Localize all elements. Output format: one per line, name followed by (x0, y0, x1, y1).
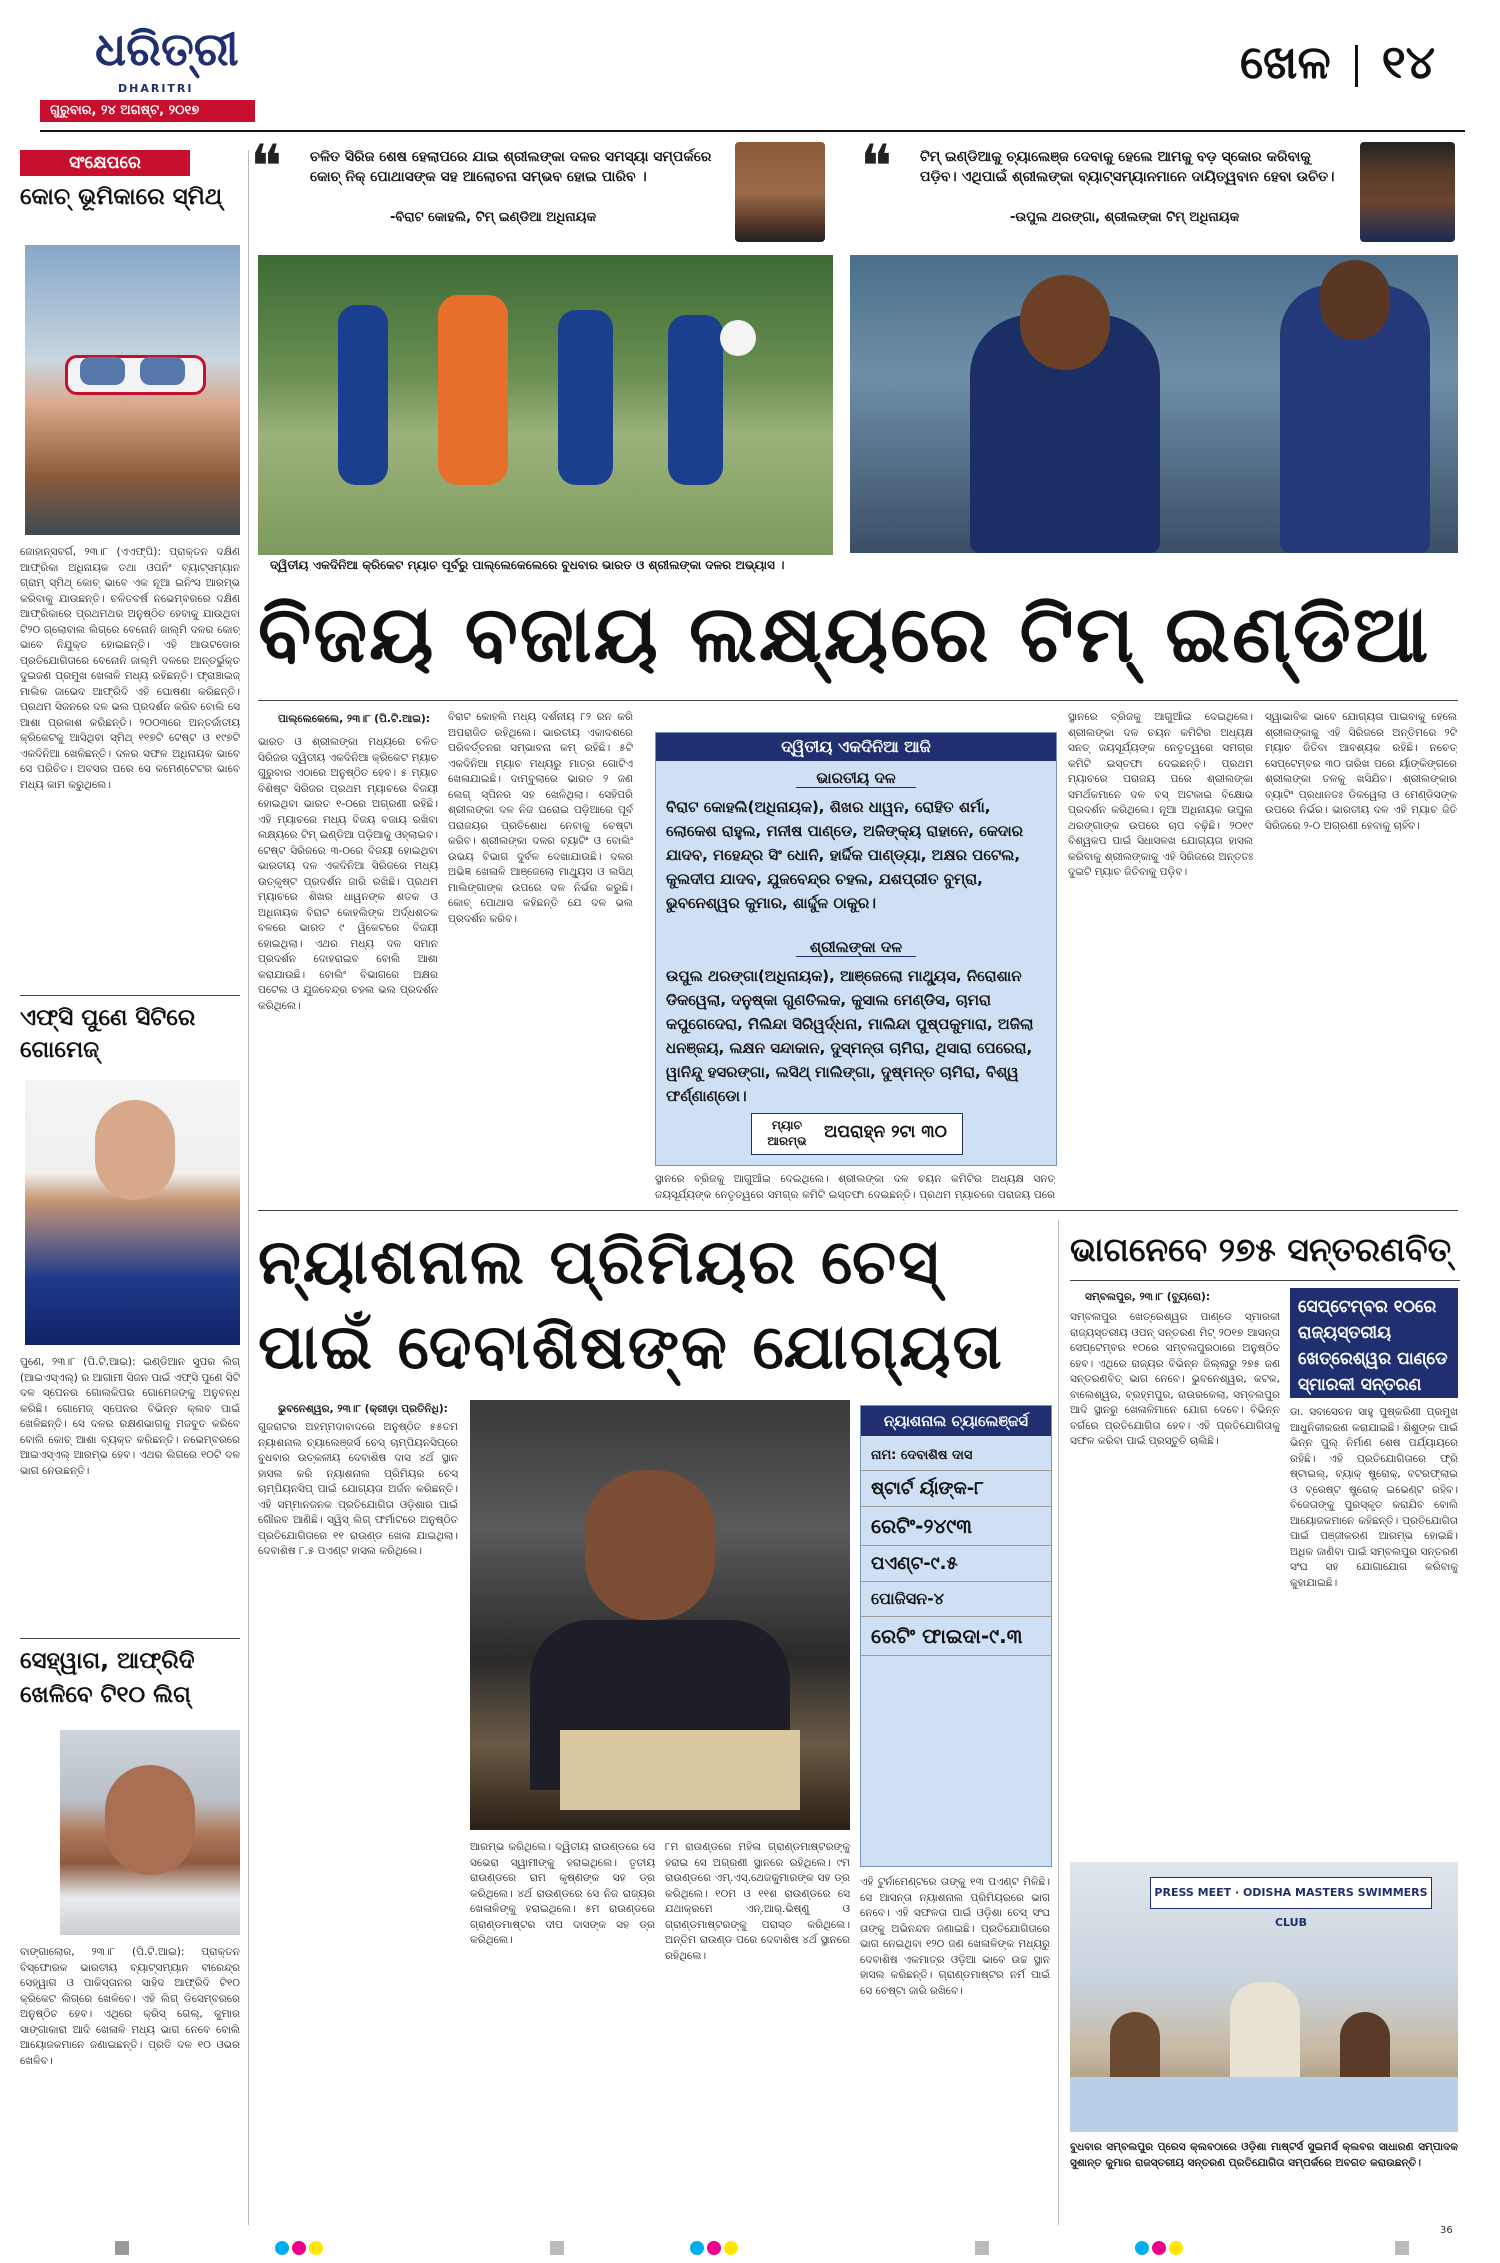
match-label: ମ୍ୟାଚ ଆରମ୍ଭ (767, 1118, 807, 1148)
registration-mark (292, 2241, 306, 2255)
press-meet-photo (1070, 1862, 1458, 2132)
story1-rule (258, 700, 1458, 701)
story3-highlight: ସେପ୍ଟେମ୍ବର ୧୦ରେ ରାଜ୍ୟସ୍ତରୀୟ ଖେତ୍ରେଶ୍ୱର ପାଣ୍ଡେ ସ୍ମାରକୀ ସନ୍ତରଣ (1290, 1288, 1458, 1398)
registration-mark (975, 2241, 989, 2255)
chess-box-rows (861, 1441, 1051, 1656)
quote-2-attribution: -ଉପୁଲ ଥରଙ୍ଗା, ଶ୍ରୀଲଙ୍କା ଟିମ୍ ଅଧିନାୟକ (1010, 210, 1240, 225)
story2-dateline: ଭୁବନେଶ୍ୱର, ୨୩।୮ (କ୍ରୀଡ଼ା ପ୍ରତିନିଧି): (278, 1403, 448, 1415)
chess-row-points: ପଏଣ୍ଟ-୯.୫ (861, 1546, 1051, 1582)
sri-lanka-practice-photo (850, 255, 1458, 553)
story1-body-continued: ସ୍ଥାନରେ ବ୍ରିଜକୁ ଆଗୁଆଁଇ ଦେଇଥିଲେ। ଶ୍ରୀଲଙ୍କା ଦଳ ଚୟନ କମିଟିର ଅଧ୍ୟକ୍ଷ ସନତ୍ ଜୟସୂର୍ଯ୍ୟଙ୍କ ନେତୃତ୍ୱରେ ସମଗ୍ର କମିଟି ଇସ୍ତଫା ଦେଇଛନ୍ତି। ପ୍ରଥମ ମ୍ୟାଚରେ ପରାଜୟ ପରେ (655, 1173, 1055, 1201)
quote-open-icon: ❝ (860, 132, 893, 202)
sidebar (20, 150, 245, 2225)
gomez-photo (25, 1080, 240, 1345)
sl-squad: ଉପୁଲ ଥରଙ୍ଗା(ଅଧିନାୟକ), ଆଞ୍ଜେଲୋ ମାଥ୍ୟୁସ, ନିରୋଶାନ ଡିକୱେଲା, ଦନୁଷ୍କା ଗୁଣତିଲକ, କୁସାଲ ମେଣ୍ଡିସ, ଚାମରା କପୁଗେଦେରା, ମିଲିନ୍ଦା ସିରିୱର୍ଦ୍ଧନା, ମାଲିନ୍ଦା ପୁଷ୍ପକୁମାରା, ଅଜିଲା ଧନଞ୍ଜୟ, ଲକ୍ଷନ ସନ୍ଦାକାନ, ଦୁସ୍ମନ୍ତା ଚାମିରା, ଥିସାରା ପେରେରା, ୱାନିନ୍ଦୁ ହସରଙ୍ଗା, ଲସିଥ୍ ମାଲିଙ୍ଗା, ଦୁଷ୍ମନ୍ତ ଚାମିରା, ବିଶ୍ୱ ଫର୍ଣ୍ଣାଣ୍ଡୋ। (666, 967, 1034, 1105)
sidebar-item-title-2: ଏଫ୍ସି ପୁଣେ ସିଟିରେ ଗୋମେଜ୍ (20, 1005, 196, 1063)
masthead (0, 0, 1500, 140)
quote-open-icon: ❝ (250, 132, 283, 202)
sehwag-photo (60, 1730, 240, 1935)
story1-bottom-rule (258, 1210, 1458, 1211)
india-squad: ବିରାଟ କୋହଲି(ଅଧିନାୟକ), ଶିଖର ଧାୱନ, ରୋହିତ ଶର୍ମା, ଲୋକେଶ ରାହୁଲ, ମନୀଷ ପାଣ୍ଡେ, ଅଜିଙ୍କ୍ୟ ରାହାନେ, କେଦାର ଯାଦବ, ମହେନ୍ଦ୍ର ସିଂ ଧୋନି, ହାର୍ଦ୍ଦିକ ପାଣ୍ଡ୍ୟା, ଅକ୍ଷର ପଟେଲ, କୁଲଦୀପ ଯାଦବ, ଯୁଜବେନ୍ଦ୍ର ଚହଲ, ଯଶପ୍ରୀତ ବୁମ୍ରା, ଭୁବନେଶ୍ୱର କୁମାର, ଶାର୍ଦ୍ଦୁଳ ଠାକୁର। (666, 798, 1023, 912)
registration-mark (1135, 2241, 1149, 2255)
story2-body-1: ଗୁଜରାଟର ଅହମ୍ମଦାବାଦରେ ଅନୁଷ୍ଠିତ ୫୫ତମ ନ୍ୟାଶନାଲ ଚ୍ୟାଲେଞ୍ଜର୍ସ ଚେସ୍ ଚାମ୍ପିୟନସିପ୍ରେ ବୁଧବାର ଉତ୍କଳୀୟ ଦେବାଶିଷ ଦାସ ୪ର୍ଥ ସ୍ଥାନ ହାସଲ କରି ନ୍ୟାଶନାଲ ପ୍ରିମିୟର ଚେସ୍ ଚାମ୍ପିୟନସିପ୍ ପାଇଁ ଯୋଗ୍ୟତା ଅର୍ଜନ କରିଛନ୍ତି। ଏହି ସମ୍ମାନଜନକ ପ୍ରତିଯୋଗିତା ଓଡ଼ିଶାର ପାଇଁ ଗୌରବ ଆଣିଛି। ସ୍ୱିସ୍ ଲିଗ୍ ଫର୍ମାଟରେ ଅନୁଷ୍ଠିତ ପ୍ରତିଯୋଗିତାରେ ୧୧ ରାଉଣ୍ଡ ଖେଳା ଯାଇଥିଲା। ଦେବାଶିଷ ୮.୫ ପଏଣ୍ଟ ହାସଲ କରିଥିଲେ। (258, 1421, 458, 1557)
logo: ଧରିତ୍ରୀ (95, 22, 239, 76)
sidebar-divider-2 (20, 1638, 240, 1639)
story3-rule (1070, 1280, 1460, 1281)
squad-box-title: ଦ୍ୱିତୀୟ ଏକଦିନିଆ ଆଜି (656, 733, 1056, 761)
match-time: ଅପରାହ୍ନ ୨ଟା ୩୦ (824, 1122, 947, 1142)
registration-mark (550, 2241, 564, 2255)
chess-box (860, 1405, 1052, 1867)
footer-page-number: 36 (1440, 2225, 1453, 2236)
section-name: ଖେଳ (1240, 35, 1331, 89)
story1-body-below-box (655, 1172, 1055, 1204)
story1-body-2: ବିରାଟ କୋହଲି ମଧ୍ୟ ଦର୍ଶନୀୟ ୮୨ ରନ କରି ଅପରାଜିତ ରହିଥିଲେ। ଭାରତୀୟ ଏକାଦଶରେ ପରିବର୍ତ୍ତନର ସମ୍ଭାବନା କମ୍ ରହିଛି। ୫ଟି ଏକଦିନିଆ ମ୍ୟାଚ ମଧ୍ୟରୁ ମାତ୍ର ଗୋଟିଏ ଖେଳାଯାଇଛି। ଦାମ୍ବୁଲାରେ ଭାରତ ୨ ଜଣ ଲେଗ୍ ସ୍ପିନର ସହ ଖେଳିଥିଲା। ସେହିପରି ଶ୍ରୀଲଙ୍କା ଦଳ ନିଜ ଘରୋଇ ପଡ଼ିଆରେ ପୂର୍ବ ପରାଜୟର ପ୍ରତିଶୋଧ ନେବାକୁ ଚେଷ୍ଟା କରିବ। ଶ୍ରୀଲଙ୍କା ଦଳର ବ୍ୟାଟିଂ ଓ ବୋଲିଂ ଉଭୟ ବିଭାଗ ଦୁର୍ବଳ ଦେଖାଯାଉଛି। ଦଳର ଅଭିଜ୍ଞ ଖେଳାଳି ଆଞ୍ଜେଲୋ ମାଥ୍ୟୁସ ଓ ଲସିଥ୍ ମାଲିଙ୍ଗାଙ୍କ ଉପରେ ଦଳ ନିର୍ଭର କରୁଛି। କୋଚ୍ ପୋଥାସ କହିଛନ୍ତି ଯେ ଦଳ ଭଲ ପ୍ରଦର୍ଶନ କରିବ। (448, 711, 633, 925)
story3-body-1: ସମ୍ବଲପୁର ଖେତ୍ରେଶ୍ୱର ପାଣ୍ଡେ ସ୍ମାରକୀ ରାଜ୍ୟସ୍ତରୀୟ ଓପନ୍ ସନ୍ତରଣ ମିଟ୍ ୨୦୧୭ ଆସନ୍ତା ସେପ୍ଟେମ୍ବର ୧୦ରେ ସମ୍ବଲପୁରଠାରେ ଅନୁଷ୍ଠିତ ହେବ। ଏଥିରେ ରାଜ୍ୟର ବିଭିନ୍ନ ଜିଲ୍ଲାରୁ ୨୭୫ ଜଣ ସନ୍ତରଣବିତ୍ ଭାଗ ନେବେ। ଭୁବନେଶ୍ୱର, କଟକ, ବାଲେଶ୍ୱର, ବ୍ରହ୍ମପୁର, ରାଉରକେଲା, ସମ୍ବଲପୁର ଆଦି ସ୍ଥାନରୁ ଖେଳାଳିମାନେ ଯୋଗ ଦେବେ। ବିଭିନ୍ନ ବର୍ଗରେ ପ୍ରତିଯୋଗିତା ହେବ। ଏହି ପ୍ରତିଯୋଗିତାକୁ ସଫଳ କରିବା ପାଇଁ ପ୍ରସ୍ତୁତି ଚାଲିଛି। (1070, 1311, 1280, 1447)
story1-dateline: ପାଲ୍ଲେକେଲେ, ୨୩।୮ (ପି.ଟି.ଆଇ): (278, 713, 430, 725)
match-time-box (751, 1113, 963, 1155)
banner-sign: PRESS MEET · ODISHA MASTERS SWIMMERS CLUB (1150, 1877, 1432, 1909)
story3-photo-caption: ବୁଧବାର ସମ୍ବଲପୁର ପ୍ରେସ କ୍ଲବଠାରେ ଓଡ଼ିଶା ମାଷ୍ଟର୍ସ ସୁଇମର୍ସ କ୍ଲବର ସାଧାରଣ ସମ୍ପାଦକ ସୁଶାନ୍ତ କୁମାର ରାଜସ୍ତରୀୟ ସନ୍ତରଣ ପ୍ରତିଯୋଗିତା ସମ୍ପର୍କରେ ଅବଗତ କରାଉଛନ୍ତି। (1070, 2141, 1458, 2169)
squad-box (655, 732, 1057, 1166)
story2-headline-line1: ନ୍ୟାଶନାଲ ପ୍ରିମିୟର ଚେସ୍ (258, 1225, 941, 1298)
sl-squad-label: ଶ୍ରୀଲଙ୍କା ଦଳ (796, 938, 916, 957)
story1-body-3: ସ୍ଥାନରେ ବ୍ରିଜକୁ ଆଗୁଆଁଇ ଦେଇଥିଲେ। ଶ୍ରୀଲଙ୍କା ଦଳ ଚୟନ କମିଟିର ଅଧ୍ୟକ୍ଷ ସନତ୍ ଜୟସୂର୍ଯ୍ୟଙ୍କ ନେତୃତ୍ୱରେ ସମଗ୍ର କମିଟି ଇସ୍ତଫା ଦେଇଛନ୍ତି। ପ୍ରଥମ ମ୍ୟାଚରେ ପରାଜୟ ପରେ ଶ୍ରୀଲଙ୍କା ସମର୍ଥକମାନେ ଦଳ ବସ୍ ଅଟକାଇ ବିକ୍ଷୋଭ ପ୍ରଦର୍ଶନ କରିଥିଲେ। ନୂଆ ଅଧିନାୟକ ଉପୁଲ ଥରଙ୍ଗାଙ୍କ ଉପରେ ଚାପ ବଢ଼ିଛି। ୨୦୧୯ ବିଶ୍ୱକପ ପାଇଁ ସିଧାସଳଖ ଯୋଗ୍ୟତା ହାସଲ କରିବାକୁ ଶ୍ରୀଲଙ୍କାକୁ ଏହି ସିରିଜରେ ଅନ୍ତତଃ ଦୁଇଟି ମ୍ୟାଚ ଜିତିବାକୁ ପଡ଼ିବ। (1068, 711, 1253, 878)
sidebar-rule (248, 150, 249, 2225)
sidebar-divider-1 (20, 995, 240, 996)
registration-mark (115, 2241, 129, 2255)
registration-mark (1152, 2241, 1166, 2255)
registration-mark (1395, 2241, 1409, 2255)
tharanga-photo (1360, 142, 1455, 242)
date-line: ଗୁରୁବାର, ୨୪ ଅଗଷ୍ଟ, ୨୦୧୭ (40, 100, 255, 122)
kohli-photo (735, 142, 825, 242)
story2-body-3: ୮ମ ରାଉଣ୍ଡରେ ମହିଳା ଗ୍ରାଣ୍ଡମାଷ୍ଟରଙ୍କୁ ହରାଇ ସେ ଅଗ୍ରଣୀ ସ୍ଥାନରେ ରହିଥିଲେ। ୯ମ ରାଉଣ୍ଡରେ ଏମ୍.ଏସ୍.ଥେଜକୁମାରଙ୍କ ସହ ଡ୍ର କରିଥିଲେ। ୧୦ମ ଓ ୧୧ଶ ରାଉଣ୍ଡରେ ସେ ଯଥାକ୍ରମେ ଏନ୍.ଆର୍.ଭିଷ୍ଣୁ ଓ ଗ୍ରାଣ୍ଡମାଷ୍ଟରଙ୍କୁ ପରାସ୍ତ କରିଥିଲେ। ଅନ୍ତିମ ରାଉଣ୍ଡ ପରେ ଦେବାଶିଷ ୪ର୍ଥ ସ୍ଥାନରେ ରହିଥିଲେ। (665, 1841, 850, 1962)
smith-photo (25, 245, 240, 535)
registration-mark (1169, 2241, 1183, 2255)
registration-mark (690, 2241, 704, 2255)
india-practice-photo (258, 255, 833, 555)
story2-body-4: ଏହି ଟୁର୍ନାମେଣ୍ଟରେ ତାଙ୍କୁ ୧୩ ପଏଣ୍ଟ ମିଳିଛି। ସେ ଆସନ୍ତା ନ୍ୟାଶନାଲ ପ୍ରିମିୟରରେ ଭାଗ ନେବେ। ଏହି ସଫଳତା ପାଇଁ ଓଡ଼ିଶା ଚେସ୍ ସଂଘ ତାଙ୍କୁ ଅଭିନନ୍ଦନ ଜଣାଇଛି। ପ୍ରତିଯୋଗିତାରେ ଭାଗ ନେଇଥିବା ୧୨୦ ଜଣ ଖେଳାଳିଙ୍କ ମଧ୍ୟରୁ ଦେବାଶିଷ ଏକମାତ୍ର ଓଡ଼ିଆ ଭାବେ ଉଚ୍ଚ ସ୍ଥାନ ହାସଲ କରିଛନ୍ତି। ଗ୍ରାଣ୍ଡମାଷ୍ଟର ନର୍ମ ପାଇଁ ସେ ଚେଷ୍ଟା ଜାରି ରଖିବେ। (860, 1876, 1050, 1997)
quote-1-text: ଚଳିତ ସିରିଜ ଶେଷ ହେଲାପରେ ଯାଇ ଶ୍ରୀଲଙ୍କା ଦଳର ସମସ୍ୟା ସମ୍ପର୍କରେ କୋଚ୍ ନିକ୍ ପୋଥାସଙ୍କ ସହ ଆଲୋଚନା ସମ୍ଭବ ହୋଇ ପାରିବ । (310, 149, 712, 185)
quote-1 (250, 132, 825, 242)
registration-mark (724, 2241, 738, 2255)
photo-caption-main: ଦ୍ୱିତୀୟ ଏକଦିନିଆ କ୍ରିକେଟ ମ୍ୟାଚ ପୂର୍ବରୁ ପାଲ୍ଲେକେଲେରେ ବୁଧବାର ଭାରତ ଓ ଶ୍ରୀଲଙ୍କା ଦଳର ଅଭ୍ୟାସ । (270, 558, 785, 572)
quote-2 (860, 132, 1455, 242)
india-squad-label: ଭାରତୀୟ ଦଳ (796, 769, 916, 788)
chess-row-rank: ଷ୍ଟାର୍ଟ ର୍ୟାଙ୍କ-୮ (861, 1471, 1051, 1507)
sidebar-item-text-3: ବାଙ୍ଗାଲୋର, ୨୩।୮ (ପି.ଟି.ଆଇ): ପ୍ରାକ୍ତନ ବିସ୍ଫୋରକ ଭାରତୀୟ ବ୍ୟାଟ୍ସମ୍ୟାନ ବୀରେନ୍ଦ୍ର ସେହ୍ୱାଗ ଓ ପାକିସ୍ତାନର ସାହିଦ ଆଫ୍ରିଦି ଟି୧୦ କ୍ରିକେଟ ଲିଗ୍ରେ ଖେଳିବେ। ଏହି ଲିଗ୍ ଡିସେମ୍ବରରେ ଅନୁଷ୍ଠିତ ହେବ। ଏଥିରେ କ୍ରିସ୍ ଗେଲ୍, କୁମାର ସାଙ୍ଗାକାରା ଆଦି ଖେଳାଳି ମଧ୍ୟ ଭାଗ ନେବେ ବୋଲି ଆୟୋଜକମାନେ ଜଣାଇଛନ୍ତି। ପ୍ରତି ଦଳ ୧୦ ଓଭର ଖେଳିବ। (20, 1946, 240, 2067)
chess-row-name: ନାମ: ଦେବାଶିଷ ଦାସ (861, 1441, 1051, 1471)
registration-mark (275, 2241, 289, 2255)
page-number: ୧୪ (1381, 35, 1436, 89)
registration-mark (707, 2241, 721, 2255)
story3-dateline: ସମ୍ବଲପୁର, ୨୩।୮ (ବ୍ୟୁରୋ): (1085, 1291, 1211, 1303)
story1-headline: ବିଜୟ ବଜାୟ ଲକ୍ଷ୍ୟରେ ଟିମ୍ ଇଣ୍ଡିଆ (258, 590, 1431, 680)
story3-body-2: ଡା. ସବାସେଚନ ସାହୁ ପୁଷ୍କରିଣୀ ପ୍ରମୁଖ ଆଧୁନିକୀକରଣ କରାଯାଇଛି। ଶିଶୁଙ୍କ ପାଇଁ ଭିନ୍ନ ପୁଲ୍ ନିର୍ମାଣ ଶେଷ ପର୍ଯ୍ୟାୟରେ ରହିଛି। ଏହି ପ୍ରତିଯୋଗିତାରେ ଫ୍ରି ଷ୍ଟାଇଲ୍, ବ୍ୟାକ୍ ଷ୍ଟ୍ରୋକ୍, ବଟରଫ୍ଲାଇ ଓ ବ୍ରେଷ୍ଟ ଷ୍ଟ୍ରୋକ୍ ଇଭେଣ୍ଟ ରହିବ। ବିଜେତାଙ୍କୁ ପୁରସ୍କୃତ କରାଯିବ ବୋଲି ଆୟୋଜକମାନେ କହିଛନ୍ତି। ପ୍ରତିଯୋଗିତା ପାଇଁ ପଞ୍ଜୀକରଣ ଆରମ୍ଭ ହୋଇଛି। ଅଧିକ ଜାଣିବା ପାଇଁ ସମ୍ବଲପୁର ସନ୍ତରଣ ସଂଘ ସହ ଯୋଗାଯୋଗ କରିବାକୁ କୁହାଯାଇଛି। (1290, 1406, 1458, 1589)
story2-rule (1058, 1220, 1059, 2225)
quote-1-attribution: -ବିରାଟ କୋହଲି, ଟିମ୍ ଇଣ୍ଡିଆ ଅଧିନାୟକ (390, 210, 597, 225)
section-title (1240, 35, 1435, 91)
story2-headline-line2: ପାଇଁ ଦେବାଶିଷଙ୍କ ଯୋଗ୍ୟତା (258, 1310, 1004, 1383)
sidebar-item-text-2: ପୁଣେ, ୨୩।୮ (ପି.ଟି.ଆଇ): ଇଣ୍ଡିଆନ ସୁପର ଲିଗ୍ (ଆଇଏସ୍ଏଲ୍) ର ଆଗାମୀ ସିଜନ ପାଇଁ ଏଫ୍ସି ପୁଣେ ସିଟି ଦଳ ସ୍ପେନର ଗୋଲକିପର ଗୋମେଜଙ୍କୁ ଅନୁବନ୍ଧ କରିଛି। ଗୋମେଜ୍ ସ୍ପେନର ବିଭିନ୍ନ କ୍ଲବ ପାଇଁ ଖେଳିଛନ୍ତି। ସେ ଦଳର ରକ୍ଷଣଭାଗକୁ ମଜବୁତ କରିବେ ବୋଲି କୋଚ୍ ଆଶା ବ୍ୟକ୍ତ କରିଛନ୍ତି। ନଭେମ୍ବରରେ ଆଇଏସ୍ଏଲ୍ ଆରମ୍ଭ ହେବ। ଏଥର ଲିଗରେ ୧୦ଟି ଦଳ ଭାଗ ନେଉଛନ୍ତି। (20, 1356, 240, 1477)
sidebar-label: ସଂକ୍ଷେପରେ (20, 150, 190, 176)
logo-sub: DHARITRI (118, 82, 194, 95)
chess-row-rating-gain: ରେଟିଂ ଫାଇଦା-୯.୩ (861, 1617, 1051, 1656)
section-divider (1355, 45, 1358, 87)
sidebar-item-text-1: ଜୋହାନ୍ସବର୍ଗ, ୨୩।୮ (ଏଏଫ୍ପି): ପ୍ରାକ୍ତନ ଦକ୍ଷିଣ ଆଫ୍ରିକା ଅଧିନାୟକ ତଥା ଓପନିଂ ବ୍ୟାଟ୍ସମ୍ୟାନ ଗ୍ରାମ୍ ସ୍ମିଥ୍ କୋଚ୍ ଭାବେ ଏକ ନୂଆ ଇନିଂସ ଆରମ୍ଭ କରିବାକୁ ଯାଉଛନ୍ତି। ଚଳିତବର୍ଷ ନଭେମ୍ବରରେ ଦକ୍ଷିଣ ଆଫ୍ରିକାରେ ପ୍ରଥମଥର ଅନୁଷ୍ଠିତ ହେବାକୁ ଯାଉଥିବା ଟି୨୦ ଗ୍ଲୋବାଲ ଲିଗ୍ରେ ବେନୋନି ଜାଲ୍ମି ଦଳର କୋଚ୍ ଭାବେ ନିଯୁକ୍ତ ହୋଇଛନ୍ତି। ଏହି ଆଉଟଡୋର ପ୍ରତିଯୋଗିତାରେ ବେନୋନି ଜାଲ୍ମି ଦଳରେ ଅନ୍ତର୍ଭୁକ୍ତ ଦୁଇଜଣ ପ୍ରମୁଖ ଖେଳାଳି ମଧ୍ୟ ରହିଛନ୍ତି। ଫ୍ରାଞ୍ଚାଇଜ୍ ମାଲିକ ଜାଭେଦ ଆଫ୍ରିଦି ଏହି ଘୋଷଣା କରିଛନ୍ତି। ପ୍ରଥମ ସିଜନରେ ଦଳ ଭଲ ପ୍ରଦର୍ଶନ କରିବ ବୋଲି ସେ ଆଶା ପ୍ରକାଶ କରିଛନ୍ତି। ୨୦୦୩ରେ ଅନ୍ତର୍ଜାତୀୟ କ୍ରିକେଟକୁ ଆସିଥିବା ସ୍ମିଥ୍ ୧୧୭ଟି ଟେଷ୍ଟ ଓ ୧୯୭ଟି ଏକଦିନିଆ ଖେଳିଛନ୍ତି। ଦଳର ସଫଳ ଅଧିନାୟକ ଭାବେ ସେ ପରିଚିତ। ଅବସର ପରେ ସେ କମେଣ୍ଟେଟର ଭାବେ ମଧ୍ୟ କାମ କରୁଥିଲେ। (20, 546, 240, 791)
sidebar-item-title-3: ସେହ୍ୱାଗ, ଆଫ୍ରିଦି ଖେଳିବେ ଟି୧୦ ଲିଗ୍ (20, 1648, 195, 1708)
chess-box-title: ନ୍ୟାଶନାଲ ଚ୍ୟାଲେଞ୍ଜର୍ସ (861, 1406, 1051, 1436)
chess-row-position: ପୋଜିସନ-୪ (861, 1582, 1051, 1617)
story1-body-1: ଭାରତ ଓ ଶ୍ରୀଲଙ୍କା ମଧ୍ୟରେ ଚଳିତ ସିରିଜର ଦ୍ୱିତୀୟ ଏକଦିନିଆ କ୍ରିକେଟ ମ୍ୟାଚ ଗୁରୁବାର ଏଠାରେ ଅନୁଷ୍ଠିତ ହେବ। ୫ ମ୍ୟାଚ ବିଶିଷ୍ଟ ସିରିଜର ପ୍ରଥମ ମ୍ୟାଚରେ ବିଜୟୀ ହୋଇଥିବା ଭାରତ ୧-୦ରେ ଅଗ୍ରଣୀ ରହିଛି। ଏହି ମ୍ୟାଚରେ ମଧ୍ୟ ବିଜୟ ବଜାୟ ରଖିବା ଲକ୍ଷ୍ୟରେ ଟିମ୍ ଇଣ୍ଡିଆ ପଡ଼ିଆକୁ ଓହ୍ଲାଇବ। ଟେଷ୍ଟ ସିରିଜରେ ୩-୦ରେ ବିଜୟୀ ହୋଇଥିବା ଭାରତୀୟ ଦଳ ଏକଦିନିଆ ସିରିଜରେ ମଧ୍ୟ ଉତ୍କୃଷ୍ଟ ପ୍ରଦର୍ଶନ ଜାରି ରଖିଛି। ପ୍ରଥମ ମ୍ୟାଚରେ ଶିଖର ଧାୱନଙ୍କ ଶତକ ଓ ଅଧିନାୟକ ବିରାଟ କୋହଲିଙ୍କ ଅର୍ଦ୍ଧଶତକ ବଳରେ ଭାରତ ୯ ୱିକେଟରେ ବିଜୟୀ ହୋଇଥିଲା। ଏଥର ମଧ୍ୟ ଦଳ ସମାନ ପ୍ରଦର୍ଶନ ଦୋହରାଇବ ବୋଲି ଆଶା କରାଯାଉଛି। ବୋଲିଂ ବିଭାଗରେ ଅକ୍ଷର ପଟେଲ ଓ ଯୁଜବେନ୍ଦ୍ର ଚହଲ ଭଲ ପ୍ରଦର୍ଶନ କରିଥିଲେ। (258, 736, 438, 1012)
story1-body-4: ସ୍ୱାଭାବିକ ଭାବେ ଯୋଗ୍ୟତା ପାଇବାକୁ ହେଲେ ଶ୍ରୀଲଙ୍କାକୁ ଏହି ସିରିଜରେ ଅନ୍ତିମରେ ୨ଟି ମ୍ୟାଚ ଜିତିବା ଆବଶ୍ୟକ ରହିଛି। ନଚେତ୍ ସେପ୍ଟେମ୍ବର ୩୦ ତାରିଖ ପରେ ର୍ୟାଙ୍କିଙ୍ଗରେ ଶ୍ରୀଲଙ୍କା ତଳକୁ ଖସିଯିବ। ଶ୍ରୀଲଙ୍କାର ବ୍ୟାଟିଂ ପ୍ରଧାନତଃ ଡିକୱେଲା ଓ ମେଣ୍ଡିସଙ୍କ ଉପରେ ନିର୍ଭର। ଭାରତୀୟ ଦଳ ଏହି ମ୍ୟାଚ ଜିତି ସିରିଜରେ ୨-୦ ଅଗ୍ରଣୀ ହେବାକୁ ଚାହିଁବ। (1265, 711, 1457, 832)
registration-mark (309, 2241, 323, 2255)
sidebar-item-title-1: କୋଚ୍ ଭୂମିକାରେ ସ୍ମିଥ୍ (20, 184, 223, 210)
story2-body-2: ଆରମ୍ଭ କରିଥିଲେ। ଦ୍ୱିତୀୟ ରାଉଣ୍ଡରେ ସେ ସଭେରା ସ୍ୱାମୀଙ୍କୁ ହରାଇଥିଲେ। ତୃତୀୟ ରାଉଣ୍ଡରେ ରାମ କୃଷ୍ଣଙ୍କ ସହ ଡ୍ର କରିଥିଲେ। ୪ର୍ଥ ରାଉଣ୍ଡରେ ସେ ନିଜ ରାଜ୍ୟର ଖେଳାଳିଙ୍କୁ ହରାଇଥିଲେ। ୫ମ ରାଉଣ୍ଡରେ ଗ୍ରାଣ୍ଡମାଷ୍ଟର ଦୀପ ଦାସଙ୍କ ସହ ଡ୍ର କରିଥିଲେ। (470, 1841, 655, 1946)
story3-headline: ଭାଗନେବେ ୨୭୫ ସନ୍ତରଣବିତ୍ (1070, 1230, 1452, 1269)
debashish-photo (470, 1400, 850, 1830)
quote-2-text: ଟିମ୍ ଇଣ୍ଡିଆକୁ ଚ୍ୟାଲେଞ୍ଜ ଦେବାକୁ ହେଲେ ଆମକୁ ବଡ଼ ସ୍କୋର କରିବାକୁ ପଡ଼ିବ। ଏଥିପାଇଁ ଶ୍ରୀଲଙ୍କା ବ୍ୟାଟ୍ସମ୍ୟାନମାନେ ଦାୟିତ୍ୱବାନ ହେବା ଉଚିତ। (920, 149, 1335, 185)
chess-row-rating: ରେଟିଂ-୨୪୯୩ (861, 1507, 1051, 1546)
